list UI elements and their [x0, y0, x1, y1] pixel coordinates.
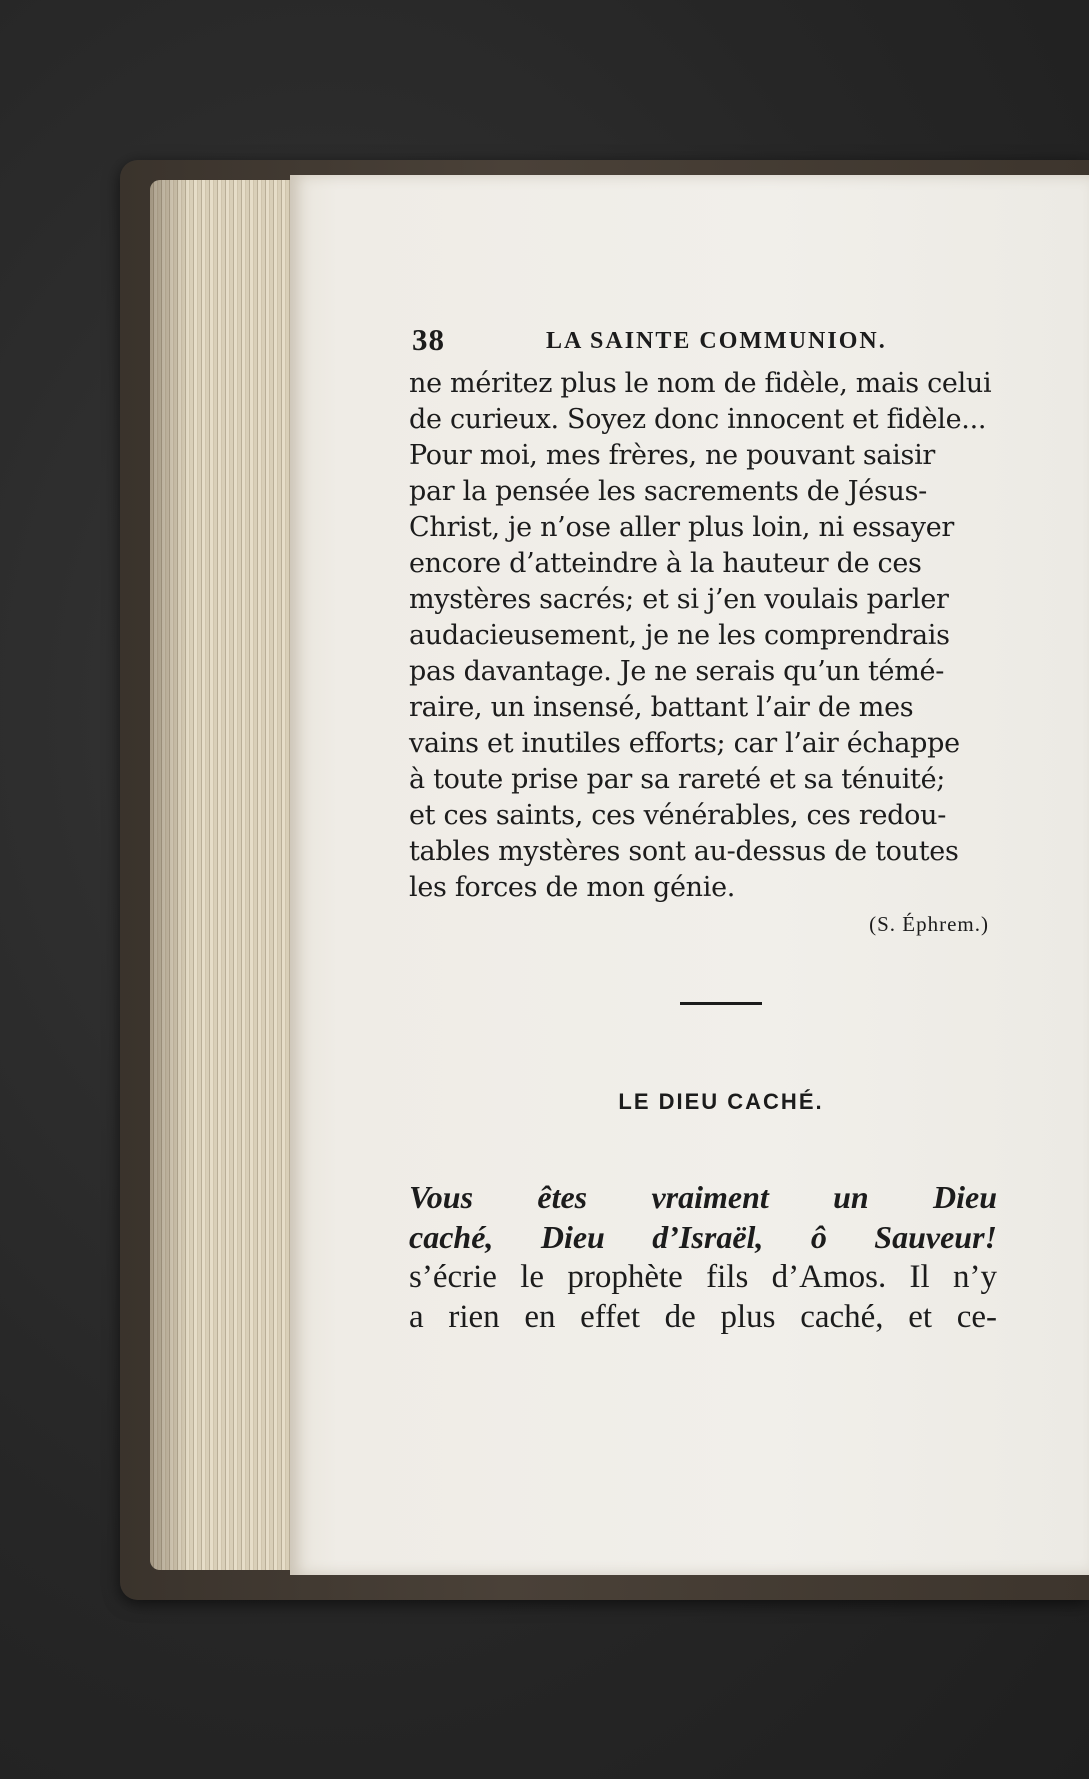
passage-line: pas davantage. Je ne serais qu’un témé-: [409, 656, 945, 687]
section-intro: [409, 1177, 997, 1337]
passage-line: tables mystères sont au-dessus de toutes: [409, 836, 959, 867]
intro-italic-line: Vous êtes vraiment un Dieu: [409, 1179, 997, 1215]
passage-line: encore d’atteindre à la hauteur de ces: [409, 548, 922, 579]
intro-line: a rien en effet de plus caché, et ce-: [409, 1299, 997, 1335]
page-content: [409, 322, 997, 1337]
passage-text: [409, 366, 997, 906]
section-divider: [680, 1002, 762, 1005]
passage-line: ne méritez plus le nom de fidèle, mais celui: [409, 368, 992, 399]
page-edges: [150, 180, 300, 1570]
page-number: 38: [412, 322, 445, 357]
passage-line: raire, un insensé, battant l’air de mes: [409, 692, 914, 723]
section-title: LE DIEU CACHÉ.: [618, 1089, 824, 1114]
passage-line: audacieusement, je ne les comprendrais: [409, 620, 950, 651]
passage-line: Christ, je n’ose aller plus loin, ni essayer: [409, 512, 955, 543]
attribution: (S. Éphrem.): [869, 912, 989, 936]
intro-italic-line: caché, Dieu d’Israël, ô Sauveur!: [409, 1219, 997, 1255]
passage-line: mystères sacrés; et si j’en voulais parler: [409, 584, 949, 615]
passage-line: Pour moi, mes frères, ne pouvant saisir: [409, 440, 936, 471]
running-head: [409, 322, 997, 366]
passage-line: à toute prise par sa rareté et sa ténuité;: [409, 764, 946, 795]
passage-line: les forces de mon génie.: [409, 872, 736, 903]
passage-line: vains et inutiles efforts; car l’air échappe: [409, 728, 960, 759]
running-title: LA SAINTE COMMUNION.: [546, 328, 887, 354]
intro-line: s’écrie le prophète fils d’Amos. Il n’y: [409, 1259, 997, 1295]
passage-line: de curieux. Soyez donc innocent et fidèle...: [409, 404, 987, 435]
passage-line: et ces saints, ces vénérables, ces redou-: [409, 800, 947, 831]
passage-line: par la pensée les sacrements de Jésus-: [409, 476, 927, 507]
